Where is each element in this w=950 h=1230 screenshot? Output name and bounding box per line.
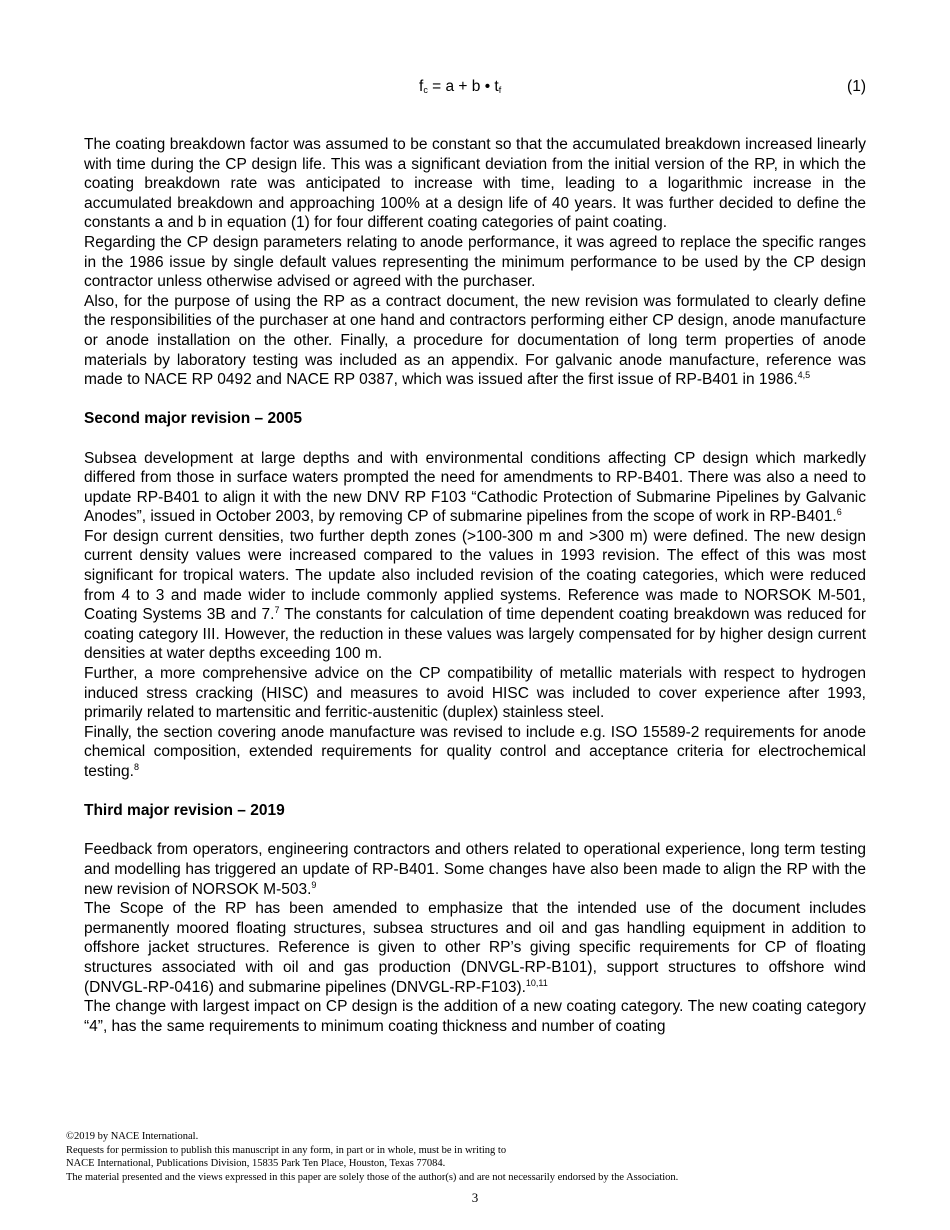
footer-line: The material presented and the views expressed in this paper are solely those of the author(s) and are not necessarily endorsed by the Association.: [66, 1171, 679, 1183]
paragraph: The coating breakdown factor was assumed to be constant so that the accumulated breakdown increased linearly with time during the CP design life. This was a significant deviation from the initial version of the RP, in which the coating breakdown rate was anticipated to increase with time, leading to a logarithmic increase in the accumulated breakdown and approaching 100% at a design life of 40 years. It was further decided to define the constants a and b in equation (1) for four different coating categories of paint coating.: [84, 136, 866, 232]
citation: 4,5: [797, 370, 811, 381]
equation-1: [84, 76, 866, 98]
citation: 10,11: [525, 977, 548, 988]
citation: 6: [836, 507, 842, 518]
body-text: [84, 135, 866, 1036]
paragraph: Further, a more comprehensive advice on the CP compatibility of metallic materials with respect to hydrogen induced stress cracking (HISC) and measures to avoid HISC was included to cover experience after 1993, primarily related to martensitic and ferritic-austenitic (duplex) stainless steel.: [84, 665, 866, 722]
citation: 7: [274, 605, 280, 616]
eq-rhs: = a + b • t: [427, 78, 499, 95]
paragraph-text: The Scope of the RP has been amended to emphasize that the intended use of the document includes permanently moored floating structures, subsea structures and oil and gas handling equipment in addition to offshore jacket structures. Reference is given to other RP’s giving specific requirements for CP of floating structures associated with oil and gas production (DNVGL-RP-B101), support structures to offshore wind (DNVGL-RP-0416) and submarine pipelines (DNVGL-RP-F103).: [84, 900, 866, 996]
section-heading-2005: Second major revision – 2005: [84, 410, 302, 428]
paragraph-text: Finally, the section covering anode manufacture was revised to include e.g. ISO 15589-2 requirements for anode chemical composition, extended requirements for quality control and acceptance criteria for electrochemical testing.: [84, 723, 866, 780]
paragraph: Regarding the CP design parameters relating to anode performance, it was agreed to replace the specific ranges in the 1986 issue by single default values representing the minimum performance to be used by the CP design contractor unless otherwise advised or agreed with the purchaser.: [84, 233, 866, 291]
citation: 9: [311, 879, 317, 890]
eq-rhs-sub: f: [498, 85, 502, 95]
eq-lhs: f: [419, 78, 424, 95]
paragraph: [84, 449, 866, 527]
paragraph-text: Feedback from operators, engineering contractors and others related to operational experience, long term testing and modelling has triggered an update of RP-B401. Some changes have also been made to align the RP with the new revision of NORSOK M-503.: [84, 841, 866, 898]
paragraph-text: The constants for calculation of time dependent coating breakdown was reduced for coating category III. However, the reduction in these values was largely compensated for by higher design current densities at water depths exceeding 100 m.: [84, 606, 866, 663]
equation-formula: [419, 76, 501, 98]
paragraph: [84, 723, 866, 782]
paragraph: The change with largest impact on CP design is the addition of a new coating category. The new coating category “4”, has the same requirements to minimum coating thickness and number of coating: [84, 998, 866, 1035]
paragraph: [84, 899, 866, 997]
section-heading-2019: Third major revision – 2019: [84, 802, 285, 820]
footer: [66, 1130, 866, 1184]
paragraph-text: For design current densities, two further depth zones (>100-300 m and >300 m) were defined. The new design current density values were increased compared to the values in 1993 revision. The effect of this was most significant for tropical waters. The update also included revision of the coating categories, which were reduced from 4 to 3 and made wider to include commonly applied systems. Reference was made to NORSOK M-501, Coating Systems 3B and 7.: [84, 527, 866, 624]
equation-number: (1): [847, 78, 866, 95]
paragraph: [84, 527, 866, 664]
page-number: 3: [471, 1190, 479, 1205]
paragraph: [84, 292, 866, 390]
paragraph-text: Subsea development at large depths and with environmental conditions affecting CP design which markedly differed from those in surface waters prompted the need for amendments to RP-B401. There was also a need to update RP-B401 to align it with the new DNV RP F103 “Cathodic Protection of Submarine Pipelines by Galvanic Anodes”, issued in October 2003, by removing CP of submarine pipelines from the scope of work in RP-B401.: [84, 449, 866, 526]
citation: 8: [133, 762, 139, 772]
footer-line: Requests for permission to publish this manuscript in any form, in part or in whole, must be in writing to: [66, 1144, 507, 1156]
paragraph: [84, 840, 866, 899]
paragraph-text: Also, for the purpose of using the RP as a contract document, the new revision was formulated to clearly define the responsibilities of the purchaser at one hand and contractors performing either CP design, anode manufacture or anode installation on the other. Finally, a procedure for documentation of long term properties of anode materials by laboratory testing was included as an appendix. For galvanic anode manufacture, reference was made to NACE RP 0492 and NACE RP 0387, which was issued after the first issue of RP-B401 in 1986.: [84, 292, 866, 389]
footer-copyright: ©2019 by NACE International.: [66, 1131, 199, 1142]
eq-lhs-sub: c: [423, 85, 428, 95]
footer-line: NACE International, Publications Division, 15835 Park Ten Place, Houston, Texas 77084.: [66, 1158, 446, 1170]
